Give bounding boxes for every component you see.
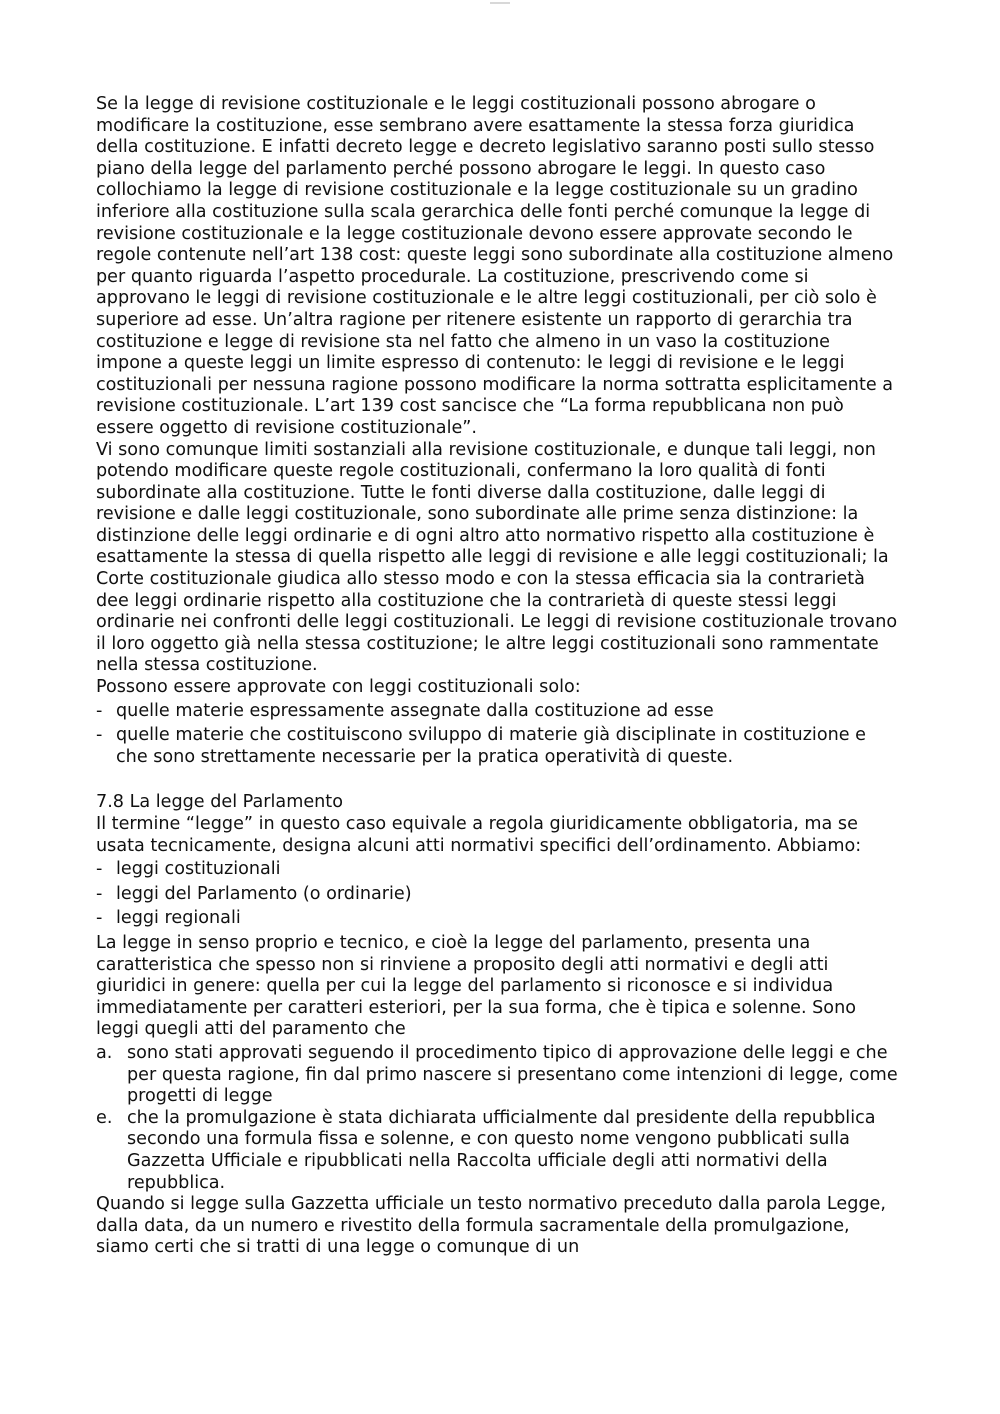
list-item-text: che la promulgazione è stata dichiarata ufficialmente dal presidente della repubblica secondo una formula fissa e solenne, e con questo nome vengono pubblicati sulla Gazzetta Ufficiale e ripubblicati nella Raccolta ufficiale degli atti normativi della repubblica.	[127, 1107, 876, 1193]
list-item	[96, 725, 898, 768]
list-item-text: leggi regionali	[116, 908, 241, 929]
section-heading: 7.8 La legge del Parlamento	[96, 792, 343, 813]
list-item-text: leggi del Parlamento (o ordinarie)	[116, 883, 412, 904]
blank-line	[96, 771, 898, 792]
list-item	[96, 908, 898, 930]
list-item	[96, 1108, 898, 1194]
list-item-text: sono stati approvati seguendo il procedimento tipico di approvazione delle leggi e che per questa ragione, fin dal primo nascere si presentano come intenzioni di legge, come progetti di legge	[127, 1042, 898, 1107]
list-item	[96, 859, 898, 881]
constitutional-matters-list	[96, 701, 898, 769]
law-criteria-list	[96, 1043, 898, 1194]
closing-paragraph: Quando si legge sulla Gazzetta ufficiale un testo normativo preceduto dalla parola Legge, dalla data, da un numero e rivestito della formula sacramentale della promulgazione, siamo certi che si tratti di una legge o comunque di un	[96, 1194, 886, 1258]
list-item	[96, 1043, 898, 1108]
law-types-list	[96, 859, 898, 930]
paragraph-2: Vi sono comunque limiti sostanziali alla revisione costituzionale, e dunque tali leggi, non potendo modificare queste regole costituzionali, confermano la loro qualità di fonti subordinate alla costituzione. Tutte le fonti diverse dalla costituzione, dalle leggi di revisione e dalle leggi costituzionale, sono subordinate alle prime senza distinzione: la distinzione delle leggi ordinarie e di ogni altro atto normativo rispetto alla costituzione è esattamente la stessa di quella rispetto alle leggi di revisione e alle leggi costituzionali; la Corte costituzionale giudica allo stesso modo e con la stessa efficacia sia la contrarietà dee leggi ordinarie rispetto alla costituzione che la contrarietà di queste stessi leggi ordinarie nei confronti delle leggi costituzionali. Le leggi di revisione costituzionale trovano il loro oggetto già nella stessa costituzione; le altre leggi costituzionali sono rammentate nella stessa costituzione.	[96, 439, 898, 676]
list-marker: -	[96, 725, 103, 746]
list-item-text: quelle materie che costituiscono sviluppo di materie già disciplinate in costituzione e che sono strettamente necessarie per la pratica operatività di queste.	[116, 725, 866, 767]
page-header-mark	[490, 2, 510, 4]
section-body: La legge in senso proprio e tecnico, e cioè la legge del parlamento, presenta una caratteristica che spesso non si rinviene a proposito degli atti normativi e degli atti giuridici in genere: quella per cui la legge del parlamento si riconosce e si individua immediatamente per caratteri esteriori, per la sua forma, che è tipica e solenne. Sono leggi quegli atti del paramento che	[96, 932, 856, 1040]
document-page	[96, 94, 898, 1259]
list-marker: e.	[96, 1107, 113, 1128]
list-marker: -	[96, 859, 103, 880]
list-marker: -	[96, 908, 103, 929]
list-marker: -	[96, 883, 103, 904]
list-item	[96, 701, 898, 723]
paragraph-3: Possono essere approvate con leggi costituzionali solo:	[96, 677, 581, 698]
list-marker: -	[96, 700, 103, 721]
list-marker: a.	[96, 1042, 113, 1063]
section-intro: Il termine “legge” in questo caso equivale a regola giuridicamente obbligatoria, ma se usata tecnicamente, designa alcuni atti normativi specifici dell’ordinamento. Abbiamo:	[96, 814, 862, 856]
list-item-text: quelle materie espressamente assegnate dalla costituzione ad esse	[116, 700, 714, 721]
paragraph-1: Se la legge di revisione costituzionale e le leggi costituzionali possono abrogare o modificare la costituzione, esse sembrano avere esattamente la stessa forza giuridica della costituzione. E infatti decreto legge e decreto legislativo saranno posti sullo stesso piano della legge del parlamento perché possono abrogare le leggi. In questo caso collochiamo la legge di revisione costituzionale e la legge costituzionale su un gradino inferiore alla costituzione sulla scala gerarchica delle fonti perché comunque la legge di revisione costituzionale e la legge costituzionale devono essere approvate secondo le regole contenute nell’art 138 cost: queste leggi sono subordinate alla costituzione almeno per quanto riguarda l’aspetto procedurale. La costituzione, prescrivendo come si approvano le leggi di revisione costituzionale e le altre leggi costituzionali, per ciò solo è superiore ad esse. Un’altra ragione per ritenere esistente un rapporto di gerarchia tra costituzione e legge di revisione sta nel fatto che almeno in un vaso la costituzione impone a queste leggi un limite espresso di contenuto: le leggi di revisione e le leggi costituzionali per nessuna ragione possono modificare la norma sottratta esplicitamente a revisione costituzionale. L’art 139 cost sancisce che “La forma repubblicana non può essere oggetto di revisione costituzionale”.	[96, 94, 894, 438]
list-item	[96, 884, 898, 906]
list-item-text: leggi costituzionali	[116, 859, 281, 880]
